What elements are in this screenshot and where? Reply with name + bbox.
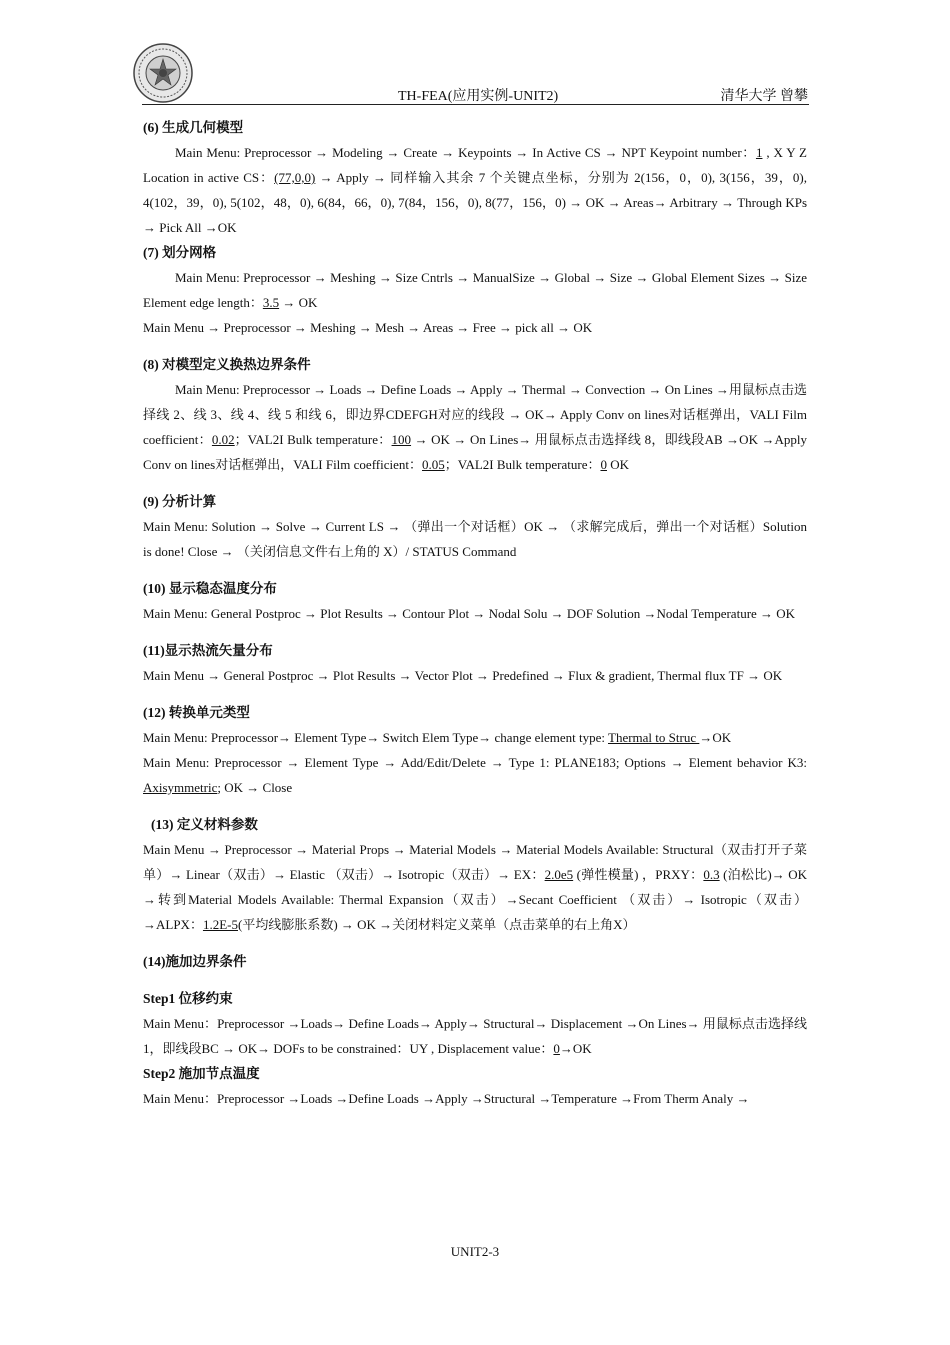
university-seal-logo	[133, 43, 193, 103]
section-7-heading: (7) 划分网格	[143, 245, 217, 260]
section-8-heading: (8) 对模型定义换热边界条件	[143, 357, 311, 372]
step1-heading: Step1 位移约束	[143, 991, 233, 1006]
section-6-text: Main Menu: Preprocessor → Modeling → Create → Keypoints → In Active CS → NPT Keypoint number：1 , X Y Z Location in active CS：(77,0,0) → Apply → 同样输入其余 7 个关键点坐标，分别为 2(156，0，0), 3(156，39，0), 4(102，39，0), 5(102，48，0), 6(84，66，0), 7(84，156，0), 8(77，156，0) → OK → Areas→ Arbitrary → Through KPs → Pick All →OK	[143, 145, 807, 235]
section-13-text: Main Menu → Preprocessor → Material Props → Material Models → Material Models Available: Structural（双击打开子菜单）→ Linear（双击）→ Elastic （双击）→ Isotropic（双击）→ EX：2.0e5 (弹性模量) ，PRXY：0.3 (泊松比)→ OK →转到Material Models Available: Thermal Expansion（双击）→Secant Coefficient （双击）→ Isotropic（双击） →ALPX：1.2E-5(平均线膨胀系数) → OK →关闭材料定义菜单（点击菜单的右上角X）	[143, 842, 807, 932]
header-title: TH-FEA(应用实例-UNIT2)	[398, 89, 559, 104]
section-10-heading: (10) 显示稳态温度分布	[143, 581, 277, 596]
section-10-text: Main Menu: General Postproc → Plot Results → Contour Plot → Nodal Solu → DOF Solution →Nodal Temperature → OK	[143, 606, 796, 621]
page-number: UNIT2-3	[450, 1244, 500, 1259]
step1-text: Main Menu：Preprocessor →Loads→ Define Loads→ Apply→ Structural→ Displacement →On Lines→ 用鼠标点击选择线 1，即线段BC → OK→ DOFs to be constrained：UY , Displacement value：0→OK	[143, 1016, 807, 1056]
step2-text: Main Menu：Preprocessor →Loads →Define Loads →Apply →Structural →Temperature →From Therm Analy →	[143, 1091, 750, 1106]
step2-heading: Step2 施加节点温度	[143, 1066, 260, 1081]
section-11-heading: (11)显示热流矢量分布	[143, 643, 273, 658]
section-9-heading: (9) 分析计算	[143, 494, 217, 509]
section-8-text: Main Menu: Preprocessor → Loads → Define Loads → Apply → Thermal → Convection → On Lines →用鼠标点击选择线 2、线 3、线 4、线 5 和线 6，即边界CDEFGH对应的线段 → OK→ Apply Conv on lines对话框弹出，VALI Film coefficient：0.02；VAL2I Bulk temperature：100 → OK → On Lines→ 用鼠标点击选择线 8，即线段AB →OK →Apply Conv on lines对话框弹出，VALI Film coefficient：0.05；VAL2I Bulk temperature：0 OK	[143, 382, 807, 472]
section-12-heading: (12) 转换单元类型	[143, 705, 250, 720]
section-12-text: Main Menu: Preprocessor→ Element Type→ Switch Elem Type→ change element type: Thermal to Struc →OK	[143, 730, 732, 745]
section-12-text-2: Main Menu: Preprocessor → Element Type → Add/Edit/Delete → Type 1: PLANE183; Options → Element behavior K3: Axisymmetric; OK → Close	[143, 755, 807, 795]
section-6-heading: (6) 生成几何模型	[143, 120, 244, 135]
section-7-text-2: Main Menu → Preprocessor → Meshing → Mesh → Areas → Free → pick all → OK	[143, 320, 593, 335]
section-7-text: Main Menu: Preprocessor → Meshing → Size Cntrls → ManualSize → Global → Size → Global Element Sizes → Size Element edge length：3.5 → OK	[143, 270, 807, 310]
section-13-heading: (13) 定义材料参数	[151, 817, 258, 832]
header-author: 清华大学 曾攀	[720, 89, 808, 104]
header-divider	[142, 104, 809, 105]
section-11-text: Main Menu → General Postproc → Plot Results → Vector Plot → Predefined → Flux & gradient, Thermal flux TF → OK	[143, 668, 783, 683]
section-9-text: Main Menu: Solution → Solve → Current LS → （弹出一个对话框）OK → （求解完成后，弹出一个对话框）Solution is done! Close → （关闭信息文件右上角的 X）/ STATUS Command	[143, 519, 807, 559]
document-body	[143, 115, 807, 1111]
section-14-heading: (14)施加边界条件	[143, 954, 247, 969]
